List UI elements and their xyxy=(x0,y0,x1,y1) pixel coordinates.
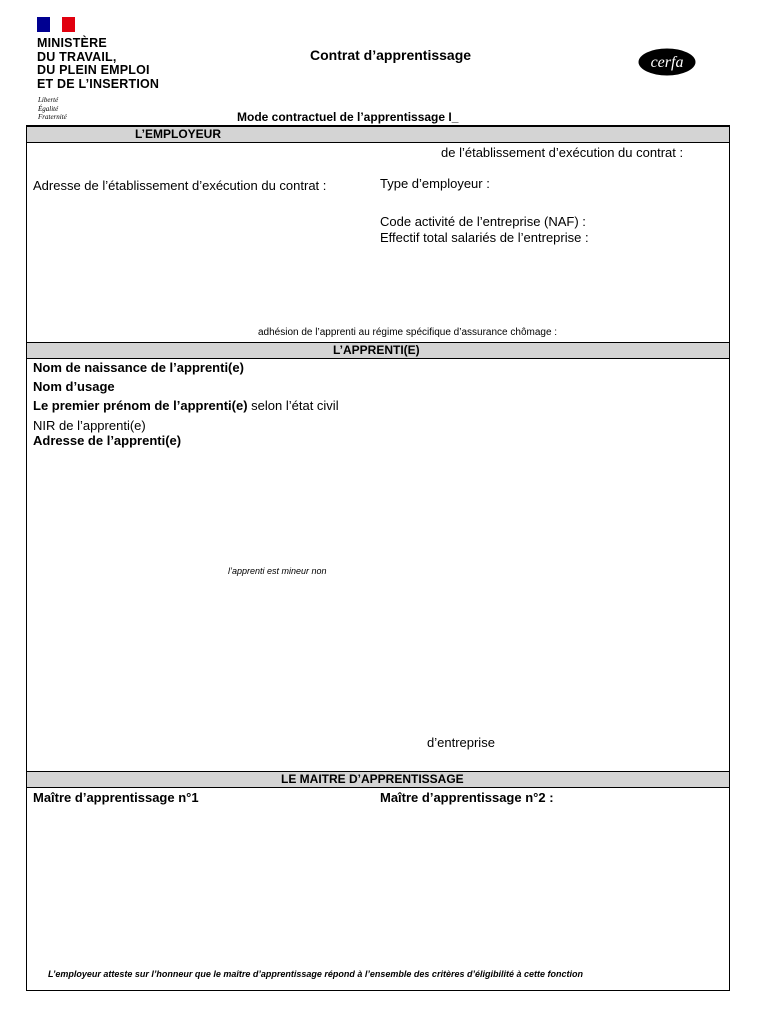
nom-naissance-label: Nom de naissance de l’apprenti(e) xyxy=(33,360,244,375)
form-frame xyxy=(26,125,730,991)
type-employeur-label: Type d’employeur : xyxy=(380,176,490,191)
apprenti-mineur-label: l’apprenti est mineur non xyxy=(228,566,327,576)
document-title: Contrat d’apprentissage xyxy=(310,47,472,63)
code-naf-label: Code activité de l’entreprise (NAF) : xyxy=(380,214,586,229)
ministry-name: MINISTÈRE DU TRAVAIL, DU PLEIN EMPLOI ET DE L’INSERTION xyxy=(37,36,160,91)
prenom-label: Le premier prénom de l’apprenti(e) selon l’état civil xyxy=(33,398,339,413)
svg-text:cerfa: cerfa xyxy=(650,54,684,71)
nir-label: NIR de l’apprenti(e) xyxy=(33,418,146,433)
section-maitre-header: LE MAITRE D’APPRENTISSAGE xyxy=(27,771,729,788)
republic-motto: Liberté Égalité Fraternité xyxy=(38,96,67,121)
effectif-label: Effectif total salariés de l’entreprise : xyxy=(380,230,589,245)
adresse-etablissement-label: Adresse de l’établissement d’exécution du contrat : xyxy=(33,178,327,193)
entreprise-label: d’entreprise xyxy=(427,735,495,750)
nom-usage-label: Nom d’usage xyxy=(33,379,115,394)
etablissement-execution-label: de l’établissement d’exécution du contrat : xyxy=(441,145,684,160)
attestation-text: L’employeur atteste sur l’honneur que le maître d’apprentissage répond à l’ensemble des critères d’éligibilité à cette fonction xyxy=(48,969,583,979)
adresse-apprenti-label: Adresse de l’apprenti(e) xyxy=(33,433,182,448)
section-apprenti-header: L’APPRENTI(E) xyxy=(27,342,729,359)
maitre1-label: Maître d’apprentissage n°1 xyxy=(33,790,199,805)
french-flag-icon xyxy=(37,17,75,32)
maitre2-label: Maître d’apprentissage n°2 : xyxy=(380,790,554,805)
mode-contractuel: Mode contractuel de l’apprentissage I_ xyxy=(237,110,459,124)
cerfa-logo-icon xyxy=(638,48,696,76)
section-employeur-header: L’EMPLOYEUR xyxy=(27,126,729,143)
adhesion-chomage-label: adhésion de l’apprenti au régime spécifique d’assurance chômage : xyxy=(258,327,558,338)
